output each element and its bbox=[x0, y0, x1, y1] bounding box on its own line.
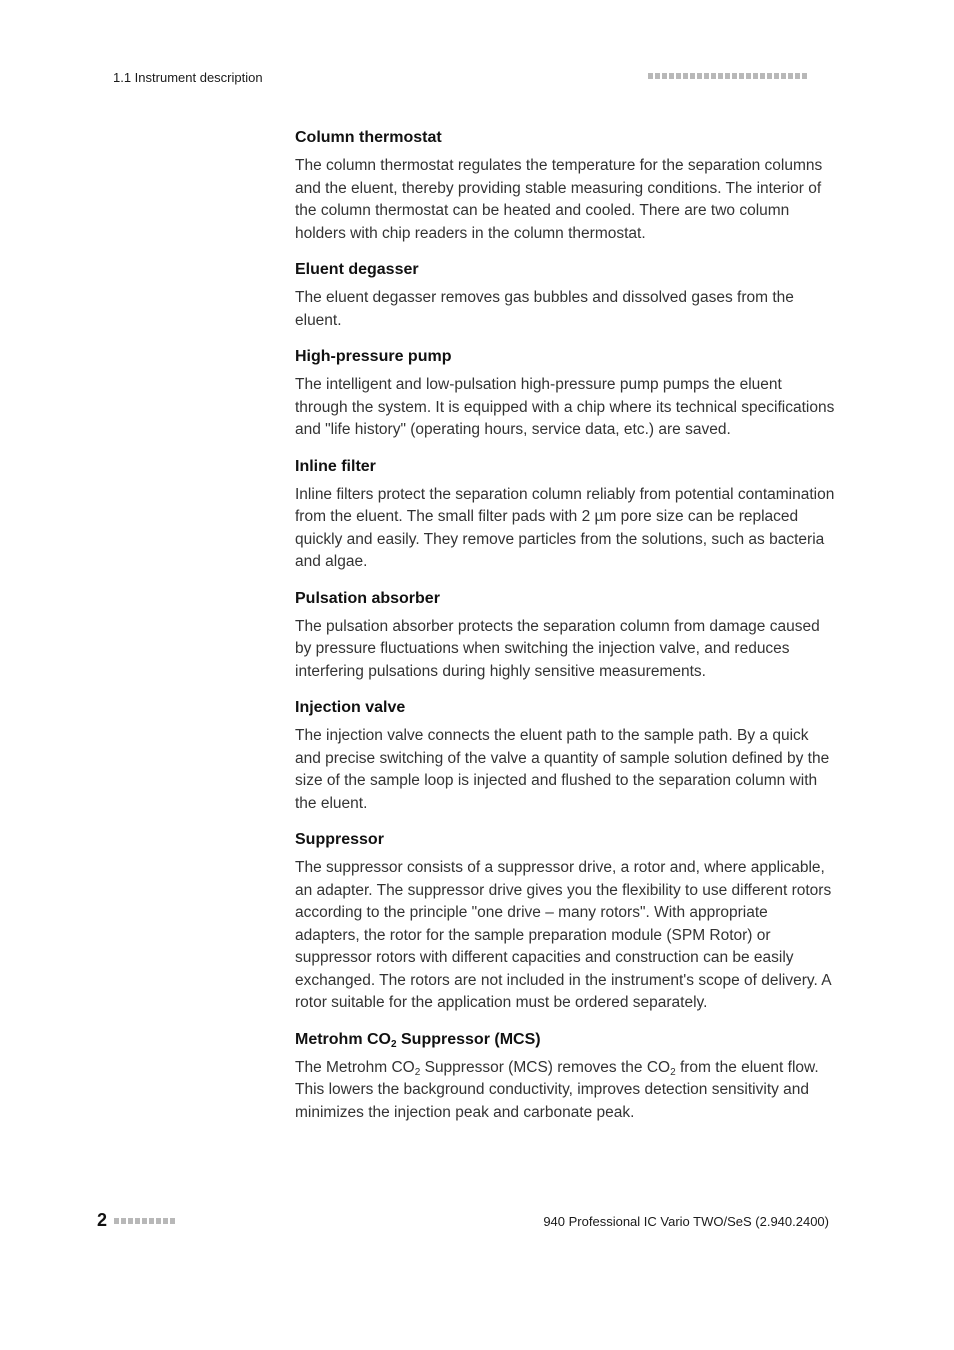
section-heading: Column thermostat bbox=[295, 129, 442, 146]
section-heading: Eluent degasser bbox=[295, 261, 419, 278]
section-inline-filter bbox=[295, 456, 835, 574]
subscript: 2 bbox=[670, 1066, 676, 1078]
section-body: The intelligent and low-pulsation high-pressure pump pumps the eluent through the system. It is equipped with a chip where its technical specifications and "life history" (operating hours, service data, etc.) are saved. bbox=[295, 376, 835, 438]
section-high-pressure-pump bbox=[295, 346, 835, 442]
heading-text: Metrohm CO bbox=[295, 1030, 391, 1048]
heading-text: Suppressor (MCS) bbox=[396, 1030, 541, 1048]
section-eluent-degasser bbox=[295, 259, 835, 332]
section-column-thermostat bbox=[295, 127, 835, 245]
product-name: 940 Professional IC Vario TWO/SeS (2.940.2400) bbox=[543, 1214, 829, 1229]
section-body: The pulsation absorber protects the separation column from damage caused by pressure fluctuations when switching the injection valve, and reduces interfering pulsations during highly sensitive measurements. bbox=[295, 617, 820, 680]
section-pulsation-absorber bbox=[295, 588, 835, 684]
page-number: 2 bbox=[97, 1210, 108, 1230]
body-text: Suppressor (MCS) removes the CO bbox=[420, 1058, 671, 1076]
section-body: The suppressor consists of a suppressor drive, a rotor and, where applicable, an adapter. The suppressor drive gives you the flexibility to use different rotors according to the principle "one drive – many rotors". With appropriate adapters, the rotor for the sample preparation module (SPM Rotor) or suppressor rotors with different capacities and construction can be easily exchanged. The rotors are not included in the instrument's scope of delivery. A rotor suitable for the application must be ordered separately. bbox=[295, 859, 832, 1011]
section-body: The column thermostat regulates the temperature for the separation columns and the eluent, thereby providing stable measuring conditions. The interior of the column thermostat can be heated and cooled. There are two column holders with chip readers in the column thermostat. bbox=[295, 157, 823, 242]
section-heading: Suppressor bbox=[295, 831, 384, 848]
main-content bbox=[295, 127, 835, 1138]
section-body bbox=[295, 1057, 835, 1125]
section-body: Inline filters protect the separation column reliably from potential contamination from the eluent. The small filter pads with 2 µm pore size can be replaced quickly and easily. They remove particles from the solutions, such as bacteria and algae. bbox=[295, 485, 835, 570]
section-metrohm-co2-suppressor bbox=[295, 1029, 835, 1125]
section-suppressor bbox=[295, 829, 835, 1015]
running-header: 1.1 Instrument description bbox=[113, 70, 263, 85]
section-heading: Injection valve bbox=[295, 699, 406, 716]
section-heading bbox=[295, 1029, 835, 1051]
section-injection-valve bbox=[295, 697, 835, 815]
subscript: 2 bbox=[414, 1066, 421, 1078]
subscript: 2 bbox=[391, 1038, 397, 1050]
section-body: The injection valve connects the eluent path to the sample path. By a quick and precise switching of the valve a quantity of sample solution defined by the size of the sample loop is injected and flushed to the separation column with the eluent. bbox=[295, 727, 830, 812]
footer-dot-bar bbox=[114, 1218, 175, 1224]
body-text: The Metrohm CO bbox=[295, 1058, 415, 1076]
section-heading: High-pressure pump bbox=[295, 348, 452, 365]
section-heading: Pulsation absorber bbox=[295, 589, 440, 607]
section-body: The eluent degasser removes gas bubbles and dissolved gases from the eluent. bbox=[295, 289, 794, 329]
section-heading: Inline filter bbox=[295, 457, 376, 475]
header-dot-bar bbox=[648, 73, 807, 79]
body-text: from the eluent flow. This lowers the background conductivity, improves detection sensitivity and minimizes the injection peak and carbonate peak. bbox=[295, 1058, 819, 1121]
